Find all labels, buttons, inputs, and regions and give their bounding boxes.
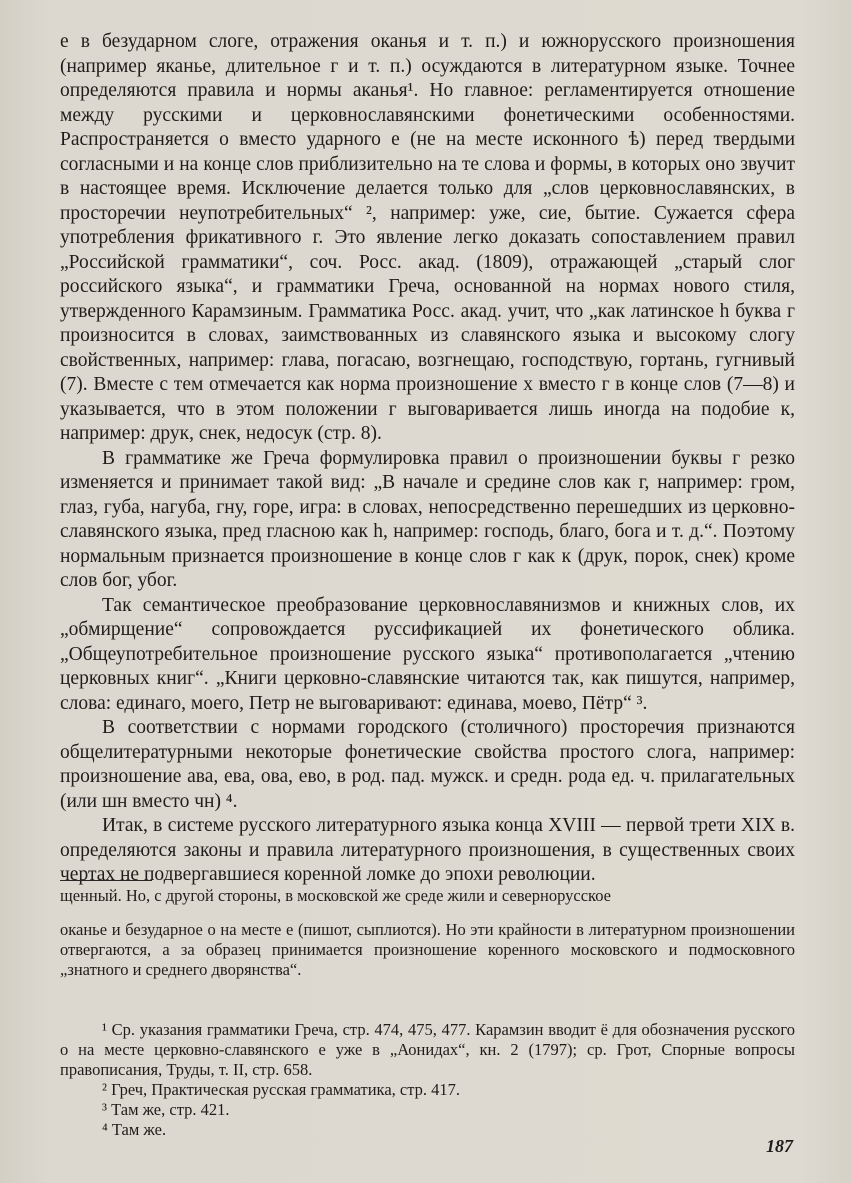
- main-text: [60, 30, 795, 888]
- page-number: 187: [766, 1136, 793, 1156]
- paragraph-3: Так семантическое преобразование церковнославянизмов и книжных слов, их „обмирщение“ сопровождается руссификацией их фонетического облика. „Общеупотребительное произношение русского языка“ противополагается „чтению церковных книг“. „Книги церковно-славянские читаются так, как пишутся, например, слова: единаго, моего, Петр не выговаривают: единава, моево, Пётр“ ³.: [60, 594, 795, 714]
- footnotes: [60, 1020, 795, 1140]
- footnote-1: ¹ Ср. указания грамматики Греча, стр. 474, 475, 477. Карамзин вводит ё для обозначения русского о на месте церковно-славянского е уже в „Аонидах“, кн. 2 (1797); ср. Грот, Спорные вопросы правописания, Труды, т. II, стр. 658.: [60, 1020, 795, 1079]
- paragraph-1: е в безударном слоге, отражения оканья и т. п.) и южнорусского произношения (например яканье, длительное г и т. п.) осуждаются в литературном языке. Точнее определяются правила и нормы аканья¹. Но главное: регламентируется отношение между русскими и церковнославянскими фонетическими особенностями. Распространяется о вместо ударного е (не на месте исконного ѣ) перед твердыми согласными и на конце слов приблизительно на те слова и формы, в которых оно звучит в настоящее время. Исключение делается только для „слов церковнославянских, в просторечии неупотребительных“ ², например: уже, сие, бытие. Сужается сфера употребления фрикативного г. Это явление легко доказать сопоставлением правил „Российской грамматики“, соч. Росс. акад. (1809), отражающей „старый слог российского языка“, и грамматики Греча, основанной на нормах нового стиля, утвержденного Карамзиным. Грамматика Росс. акад. учит, что „как латинское h буква г произносится в словах, заимствованных из славянского языка и высокому слогу свойственных, например: глава, погасаю, возгнещаю, господствую, гортань, гугнивый (7). Вместе с тем отмечается как норма произношение х вместо г в конце слов (7—8) и указывается, что в этом положении г выговаривается лишь иногда на подобие к, например: друк, снек, недосук (стр. 8).: [60, 31, 795, 444]
- footnote-continuation-line-2: оканье и безударное о на месте е (пишот, сыплиотся). Но эти крайности в литературном произношении отвергаются, а за образец принимается произношение коренного московского и подмосковного „знатного и среднего дворянства“.: [60, 920, 795, 979]
- paragraph-2: В грамматике же Греча формулировка правил о произношении буквы г резко изменяется и принимает такой вид: „В начале и средине слов как г, например: гром, глаз, губа, нагуба, гну, горе, игра: в словах, непосредственно перешедших из церковно-славянского языка, пред гласною как h, например: господь, благо, бога и т. д.“. Поэтому нормальным признается произношение в конце слов г как к (друк, порок, снек) кроме слов бог, убог.: [60, 447, 795, 591]
- footnote-2: ² Греч, Практическая русская грамматика, стр. 417.: [102, 1080, 461, 1099]
- paragraph-4: В соответствии с нормами городского (столичного) просторечия признаются общелитературными некоторые фонетические свойства простого слога, например: произношение ава, ева, ова, ево, в род. пад. мужск. и средн. рода ед. ч. прилагательных (или шн вместо чн) ⁴.: [60, 717, 795, 812]
- footnote-3: ³ Там же, стр. 421.: [102, 1100, 230, 1119]
- footnote-continuation-line-1: щенный. Но, с другой стороны, в московской же среде жили и севернорусское: [60, 886, 611, 905]
- paragraph-5: Итак, в системе русского литературного языка конца XVIII — первой трети XIX в. определяются законы и правила литературного произношения, в существенных своих чертах не подвергавшиеся коренной ломке до эпохи революции.: [60, 815, 795, 885]
- footnote-4: ⁴ Там же.: [102, 1120, 167, 1139]
- footnote-continuation: [60, 880, 795, 980]
